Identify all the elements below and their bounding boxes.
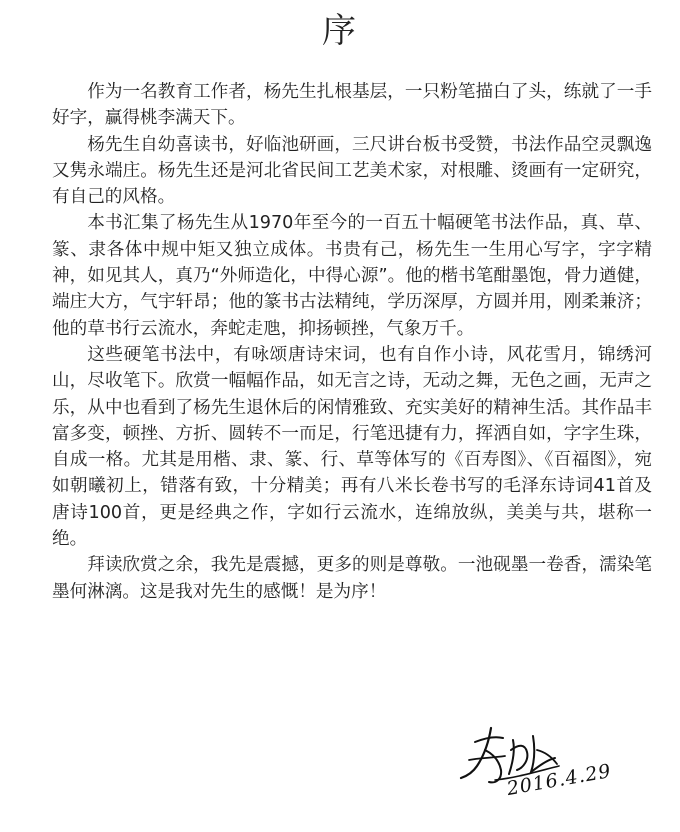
paragraph-4: 这些硬笔书法中，有咏颂唐诗宋词，也有自作小诗，风花雪月，锦绣河山，尽收笔下。欣赏一幅幅作品，如无言之诗，无动之舞，无色之画，无声之乐，从中也看到了杨先生退休后的闲情雅致、充实美好的精神生活。其作品丰富多变，顿挫、方折、圆转不一而足，行笔迅捷有力，挥洒自如，字字生珠，自成一格。尤其是用楷、隶、篆、行、草等体写的《百寿图》、《百福图》，宛如朝曦初上，错落有致，十分精美；再有八米长卷书写的毛泽东诗词41首及唐诗100首，更是经典之作，字如行云流水，连绵放纵，美美与共，堪称一绝。	[52, 344, 652, 550]
paragraph-2: 杨先生自幼喜读书，好临池研画，三尺讲台板书受赞，书法作品空灵飘逸又隽永端庄。杨先生还是河北省民间工艺美术家，对根雕、烫画有一定研究，有自己的风格。	[52, 134, 652, 208]
signature-date: 2016.4.29	[505, 759, 614, 800]
paragraph-3: 本书汇集了杨先生从1970年至今的一百五十幅硬笔书法作品，真、草、篆、隶各体中规中矩又独立成体。书贵有己，杨先生一生用心写字，字字精神，如见其人，真乃“外师造化，中得心源”。他的楷书笔酣墨饱，骨力遒健，端庄大方，气宇轩昂；他的篆书古法精纯，学历深厚，方圆并用，刚柔兼济；他的草书行云流水，奔蛇走虺，抑扬顿挫，气象万千。	[52, 213, 652, 339]
handwritten-signature	[455, 720, 645, 825]
paragraph-5: 拜读欣赏之余，我先是震撼，更多的则是尊敬。一池砚墨一卷香，濡染笔墨何淋漓。这是我对先生的感慨！是为序！	[52, 555, 652, 602]
page-title: 序	[322, 11, 358, 51]
preface-body	[52, 79, 652, 605]
paragraph-1: 作为一名教育工作者，杨先生扎根基层，一只粉笔描白了头，练就了一手好字，赢得桃李满天下。	[52, 82, 652, 129]
